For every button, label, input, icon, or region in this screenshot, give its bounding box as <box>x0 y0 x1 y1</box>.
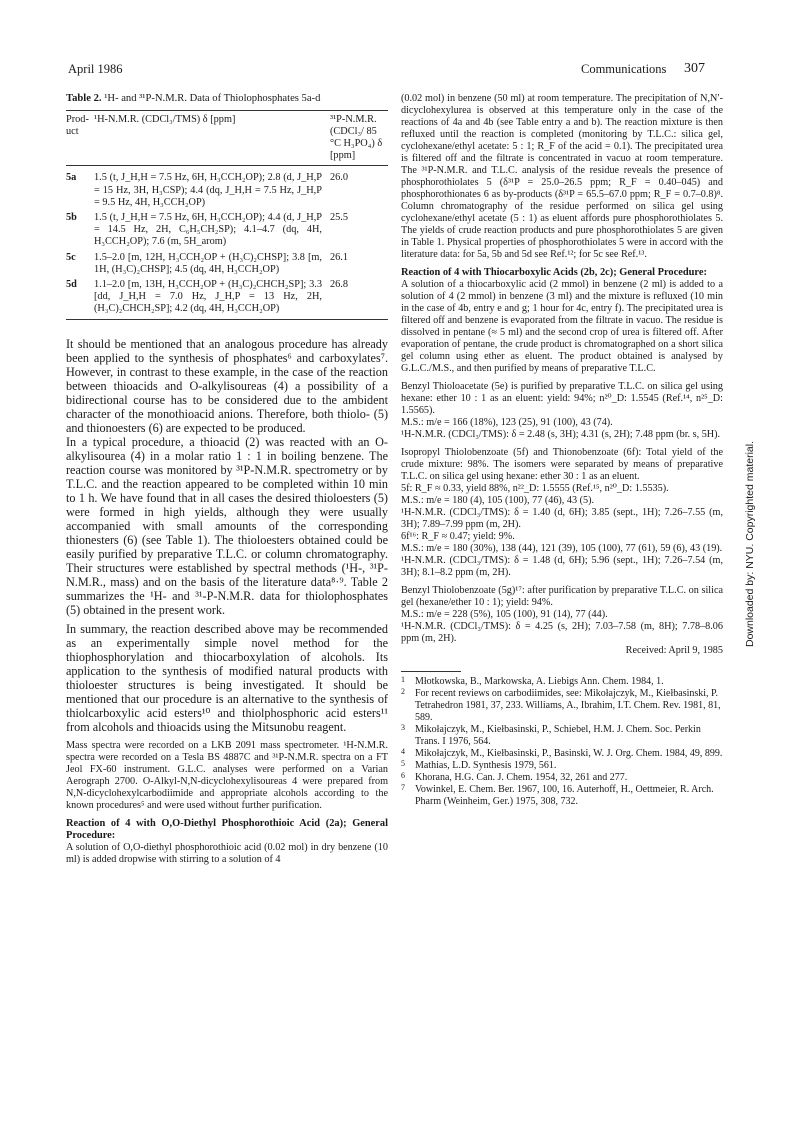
row-id: 5c <box>66 251 76 263</box>
row-p-nmr: 26.8 <box>330 279 349 291</box>
page-number: 307 <box>684 61 705 76</box>
compound-entry: M.S.: m/e = 166 (18%), 123 (25), 91 (100), 43 (74). <box>401 417 613 428</box>
compound-entry: Isopropyl Thiolobenzoate (5f) and Thionobenzoate (6f): Total yield of the crude mixture: 98%. The isomers were separated by means of preparative T.L.C. on silica gel using hexane: ether 30 : 1 as an eluent. <box>401 447 723 482</box>
body-paragraph: It should be mentioned that an analogous procedure has already been applied to the synthesis of phosphates⁶ and carboxylates⁷. However, in contrast to these example, in the case of the reaction between thioacids and O-alkylisoureas (4) a possibility of a bidirectional course has to be considered due to the ambident character of the monothioacid anions. Therefore, both thiolo- (5) and thionoesters (6) are expected to be produced. <box>66 336 388 435</box>
row-h-nmr: 1.1–2.0 [m, 13H, H₃CCH₂OP + (H₃C)₂CHCH₂SP]; 3.3 [dd, J_H,H = 7.0 Hz, J_H,P = 13 Hz, 2H, (H₃C)₂CHCH₂SP]; 4.2 (dq, 4H, H₃CCH₂OP) <box>94 279 322 315</box>
reference-item: 4 Mikołajczyk, M., Kiełbasinski, P., Basinski, W. J. Org. Chem. 1984, 49, 899. <box>401 747 723 759</box>
row-p-nmr: 26.0 <box>330 172 349 184</box>
table-title: ¹H- and ³¹P-N.M.R. Data of Thiolophosphates 5a-d <box>104 93 321 104</box>
compound-entry: M.S.: m/e = 180 (4), 105 (100), 77 (46), 43 (5). <box>401 495 595 506</box>
th-product: Prod-uct <box>66 113 89 137</box>
row-p-nmr: 26.1 <box>330 251 349 263</box>
watermark-text: Downloaded by: NYU. Copyrighted material. <box>744 440 756 648</box>
compound-entry: ¹H-N.M.R. (CDCl₃/TMS): δ = 4.25 (s, 2H); 7.03–7.58 (m, 8H); 7.78–8.06 ppm (m, 2H). <box>401 621 723 644</box>
body-paragraph: In a typical procedure, a thioacid (2) was reacted with an O-alkylisourea (4) in a molar ratio 1 : 1 in boiling benzene. The reaction course was monitored by ³¹P-N.M.R. spectrometry or by T.L.C. and the reaction appeared to be completed within 10 min to 1 h. We have found that in all cases the desired thioloesters (5) were formed in high yields, although they were usually accompanied with small amounts of the corresponding thionesters (6) (see Table 1). The thioloesters obtained could be easily purified by preparative T.L.C. or column chromatography. Their structures were established by spectral methods (¹H-, ³¹P-N.M.R., mass) and on the basis of the literature data⁸·⁹. Table 2 summarizes the ¹H- and ³¹-P-N.M.R. data for thiolophosphates (5) obtained in the present work. <box>66 434 388 617</box>
nmr-table-body <box>66 169 388 315</box>
table-row <box>66 249 388 276</box>
table-caption <box>66 93 388 106</box>
reference-item: 3 Mikołajczyk, M., Kiełbasinski, P., Schiebel, H.M. J. Chem. Soc. Perkin Trans. I 1976, 564. <box>401 723 701 747</box>
compound-entry: ¹H-N.M.R. (CDCl₃/TMS): δ = 1.48 (d, 6H); 5.96 (sept., 1H); 7.26–7.54 (m, 3H); 8.1–8.2 ppm (m, 2H). <box>401 555 723 578</box>
row-h-nmr: 1.5 (t, J_H,H = 7.5 Hz, 6H, H₃CCH₂OP); 4.4 (d, J_H,P = 14.5 Hz, 2H, C₆H₅CH₂SP); 4.1–4.7 (dq, 4H, H₃CCH₂OP); 7.6 (m, 5H_arom) <box>94 212 322 248</box>
section-heading: Reaction of 4 with Thiocarboxylic Acids (2b, 2c); General Procedure: <box>401 267 707 278</box>
references <box>401 676 723 808</box>
reference-item: 1 Młotkowska, B., Markowska, A. Liebigs Ann. Chem. 1984, 1. <box>401 675 664 687</box>
body-paragraph: In summary, the reaction described above may be recommended as an experimentally simple novel method for the thiophosphorylation and thiocarboxylation of alcohols. Its application to the synthesis of modified natural products with thioloester structures is being investigated. It should be mentioned that our procedure is an alternative to the synthesis of thiolcarboxylic acid esters¹⁰ and thiolphosphoric acid esters¹¹ from alcohols and thioacids using the Mitsunobu reagent. <box>66 621 388 734</box>
table-row <box>66 169 388 209</box>
header-date: April 1986 <box>68 62 123 76</box>
running-header <box>68 62 718 80</box>
nmr-table <box>66 114 388 163</box>
row-h-nmr: 1.5 (t, J_H,H = 7.5 Hz, 6H, H₃CCH₂OP); 2.8 (d, J_H,P = 15 Hz, 3H, H₃CSP); 4.4 (dq, J_H,H = 7.5 Hz, J_H,P = 9.5 Hz, 4H, H₃CCH₂OP) <box>94 172 322 208</box>
row-id: 5a <box>66 172 77 184</box>
th-p-nmr: ³¹P-N.M.R. (CDCl₃/ 85 °C H₃PO₄) δ [ppm] <box>330 113 383 162</box>
experimental-paragraph: (0.02 mol) in benzene (50 ml) at room temperature. The precipitation of N,N′-dicyclohexylurea is observed at this temperature only in the case of the reactions of 4a and 4b (see Table entry a and b). The reaction mixture is then refluxed until the reaction is completed (monitoring by T.L.C.: silica gel, cyclohexane/ethyl acetate: 5 : 1; R_F of the acid = 0.1). The precipitated urea is filtered off and the filtrate is concentrated in vacuo at room temperature. The ³¹P-N.M.R. and T.L.C. analysis of the residue reveals the presence of phosphorothiolates 5 (δ³¹P = 25.0–26.5 ppm; R_F = 0.40–045) and phosphorothionates 6 as by-products (δ³¹P = 65.5–67.0 ppm; R_F = 0.7–0.8)⁸. Column chromatography of the residue performed on silica gel using cyclohexane/ethyl acetate (5 : 1) as eluent affords pure phosphorothiolates 5. The yields of crude reaction products and pure phosphorothiolates 5 are given in Table 1. Physical properties of phosphorothiolates 5 were in accord with the literature data: for 5a, 5b and 5d see Ref.¹²; for 5c see Ref.¹³. <box>401 93 723 260</box>
compound-entry: Benzyl Thioloacetate (5e) is purified by preparative T.L.C. on silica gel using hexane: ether 10 : 1 as an eluent: yield: 94%; n²⁰_D: 1.5545 (Ref.¹⁴, n²⁵_D: 1.5565). <box>401 381 723 416</box>
header-section: Communications <box>581 62 667 76</box>
compound-entry: Benzyl Thiolobenzoate (5g)¹⁷: after purification by preparative T.L.C. on silica gel (hexane/ether 10 : 1); yield: 94%. <box>401 585 723 608</box>
reference-item: 2 For recent reviews on carbodiimides, see: Mikołajczyk, M., Kiełbasinski, P. Tetrahedron 1981, 37, 233. Williams, A., Ibrahim, I.T. Chem. Rev. 1981, 81, 589. <box>401 687 721 723</box>
compound-entry: ¹H-N.M.R. (CDCl₃/TMS): δ = 1.40 (d, 6H); 3.85 (sept., 1H); 7.26–7.55 (m, 3H); 7.89–7.99 ppm (m, 2H). <box>401 507 723 530</box>
experimental-paragraph: A solution of a thiocarboxylic acid (2 mmol) in benzene (2 ml) is added to a solution of 4 (2 mmol) in benzene (3 ml) and the mixture is refluxed (10 min in the case of 4b, entry e and g; 1 hour for 4c, entry f). The precipitated urea is filtered off and benzene is evaporated from the filtrate in vacuo. The residue is dissolved in pentane (≈ 5 ml) and the second crop of urea is filtered off. After evaporation of pentane, the crude product is chromatographed on a short silica gel column using ether as eluent. The product obtained is analysed by G.L.C./M.S., and then purified by means of preparative T.L.C. <box>401 279 723 374</box>
row-h-nmr: 1.5–2.0 [m, 12H, H₃CCH₂OP + (H₃C)₂CHSP]; 3.8 [m, 1H, (H₃C)₂CHSP]; 4.5 (dq, 4H, H₃CCH₂OP) <box>94 251 322 275</box>
row-p-nmr: 25.5 <box>330 212 349 224</box>
download-watermark <box>742 316 758 776</box>
reference-item: 5 Mathias, L.D. Synthesis 1979, 561. <box>401 759 557 771</box>
compound-entry: 5f: R_F ≈ 0.33, yield 88%, n²²_D: 1.5555 (Ref.¹⁵, n²⁰_D: 1.5535). <box>401 483 669 494</box>
table-label: Table 2. <box>66 93 102 104</box>
table-row <box>66 276 388 316</box>
reference-item: 6 Khorana, H.G. Can. J. Chem. 1954, 32, 261 and 277. <box>401 771 628 783</box>
left-column <box>66 93 388 866</box>
th-h-nmr: ¹H-N.M.R. (CDCl₃/TMS) δ [ppm] <box>94 113 236 125</box>
reference-item: 7 Vowinkel, E. Chem. Ber. 1967, 100, 16. Auterhoff, H., Oettmeier, R. Arch. Pharm (Weinheim, Ger.) 1975, 308, 732. <box>401 783 714 807</box>
compound-entry: ¹H-N.M.R. (CDCl₃/TMS): δ = 2.48 (s, 3H); 4.31 (s, 2H); 7.48 ppm (br. s, 5H). <box>401 429 721 440</box>
right-column <box>401 93 723 808</box>
row-id: 5b <box>66 212 77 224</box>
compound-entry: M.S.: m/e = 180 (30%), 138 (44), 121 (39), 105 (100), 77 (61), 59 (6), 43 (19). <box>401 543 723 554</box>
table-row <box>66 209 388 249</box>
compound-entry: M.S.: m/e = 228 (5%), 105 (100), 91 (14), 77 (44). <box>401 609 608 620</box>
experimental-paragraph: Mass spectra were recorded on a LKB 2091 mass spectrometer. ¹H-N.M.R. spectra were recorded on a Tesla BS 4887C and ³¹P-N.M.R. spectra on a FT Jeol FX-60 instrument. G.L.C. analyses were performed on a Varian Aerograph 2700. O-Alkyl-N,N-dicyclohexylisoureas 4 were prepared from N,N-dicyclohexylcarbodiimide and appropriate alcohols according to the known procedures⁵ and were used without further purification. <box>66 739 388 811</box>
compound-entry: 6f¹⁶: R_F ≈ 0.47; yield: 9%. <box>401 531 515 542</box>
row-id: 5d <box>66 279 77 291</box>
section-heading: Reaction of 4 with O,O-Diethyl Phosphorothioic Acid (2a); General Procedure: <box>66 817 388 841</box>
received-date: Received: April 9, 1985 <box>625 645 723 656</box>
experimental-paragraph: A solution of O,O-diethyl phosphorothioic acid (0.02 mol) in dry benzene (10 ml) is added dropwise with stirring to a solution of 4 <box>66 841 388 865</box>
